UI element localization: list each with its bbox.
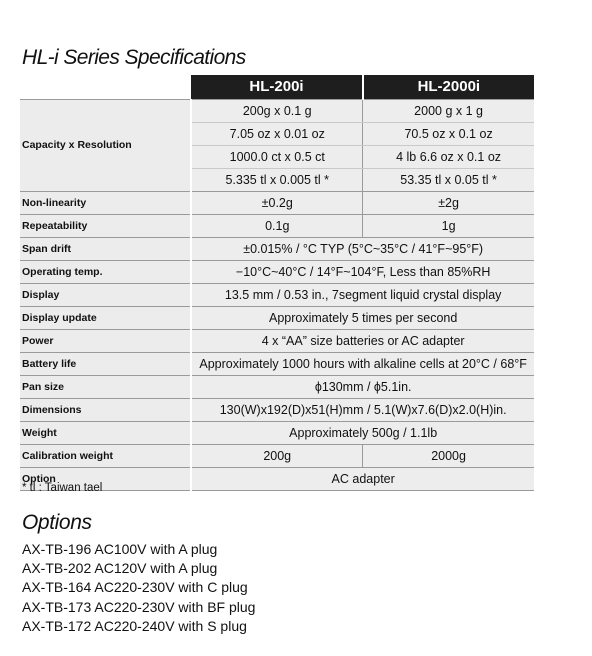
cell-value: 5.335 tl x 0.005 tl * — [191, 169, 362, 192]
table-row — [20, 353, 534, 376]
row-label-option: Option — [20, 468, 191, 491]
cell-value: 1000.0 ct x 0.5 ct — [191, 146, 362, 169]
cell-value: Approximately 500g / 1.1lb — [191, 422, 534, 445]
cell-value: 200g x 0.1 g — [191, 100, 362, 123]
list-item: AX-TB-202 AC120V with A plug — [22, 560, 218, 577]
spec-title: HL-i Series Specifications — [22, 46, 246, 69]
table-row — [20, 261, 534, 284]
row-label-capacity: Capacity x Resolution — [20, 100, 191, 192]
table-row — [20, 445, 534, 468]
list-item: AX-TB-196 AC100V with A plug — [22, 541, 218, 557]
model-header-hl2000i: HL-2000i — [363, 75, 534, 100]
table-row — [20, 330, 534, 353]
options-title: Options — [22, 511, 92, 534]
cell-value: 4 x “AA” size batteries or AC adapter — [191, 330, 534, 353]
cell-value: ±0.2g — [191, 192, 362, 215]
table-row — [20, 238, 534, 261]
table-row — [20, 422, 534, 445]
cell-value: 2000 g x 1 g — [363, 100, 534, 123]
list-item: AX-TB-172 AC220-240V with S plug — [22, 617, 247, 634]
table-row — [20, 215, 534, 238]
row-label-display: Display — [20, 284, 191, 307]
row-label-operating-temp: Operating temp. — [20, 261, 191, 284]
cell-value: ±0.015% / °C TYP (5°C~35°C / 41°F~95°F) — [191, 238, 534, 261]
cell-value: 130(W)x192(D)x51(H)mm / 5.1(W)x7.6(D)x2.0(H)in. — [191, 399, 534, 422]
table-header-row — [20, 75, 534, 100]
model-header-hl200i: HL-200i — [191, 75, 362, 100]
cell-value: Approximately 1000 hours with alkaline cells at 20°C / 68°F — [191, 353, 534, 376]
header-blank-cell — [20, 75, 191, 100]
spec-table — [20, 75, 534, 491]
cell-value: 2000g — [363, 445, 534, 468]
cell-value: ±2g — [363, 192, 534, 215]
options-list — [22, 540, 255, 636]
cell-value: 70.5 oz x 0.1 oz — [363, 123, 534, 146]
table-row — [20, 284, 534, 307]
cell-value: 7.05 oz x 0.01 oz — [191, 123, 362, 146]
table-row — [20, 307, 534, 330]
table-row — [20, 376, 534, 399]
cell-value: 53.35 tl x 0.05 tl * — [363, 169, 534, 192]
row-label-non-linearity: Non-linearity — [20, 192, 191, 215]
row-label-weight: Weight — [20, 422, 191, 445]
cell-value: 1g — [363, 215, 534, 238]
row-label-calibration-weight: Calibration weight — [20, 445, 191, 468]
row-label-display-update: Display update — [20, 307, 191, 330]
row-label-repeatability: Repeatability — [20, 215, 191, 238]
cell-value: AC adapter — [191, 468, 534, 491]
row-label-power: Power — [20, 330, 191, 353]
table-row — [20, 100, 534, 123]
cell-value: −10°C~40°C / 14°F~104°F, Less than 85%RH — [191, 261, 534, 284]
cell-value: Approximately 5 times per second — [191, 307, 534, 330]
row-label-pan-size: Pan size — [20, 376, 191, 399]
cell-value: 200g — [191, 445, 362, 468]
table-row — [20, 399, 534, 422]
list-item: AX-TB-173 AC220-230V with BF plug — [22, 598, 256, 615]
row-label-dimensions: Dimensions — [20, 399, 191, 422]
row-label-span-drift: Span drift — [20, 238, 191, 261]
cell-value: 13.5 mm / 0.53 in., 7segment liquid crystal display — [191, 284, 534, 307]
table-row — [20, 192, 534, 215]
cell-value: ϕ130mm / ϕ5.1in. — [191, 376, 534, 399]
cell-value: 0.1g — [191, 215, 362, 238]
footnote: * tl : Taiwan tael — [22, 482, 103, 494]
list-item: AX-TB-164 AC220-230V with C plug — [22, 579, 248, 596]
cell-value: 4 lb 6.6 oz x 0.1 oz — [363, 146, 534, 169]
row-label-battery-life: Battery life — [20, 353, 191, 376]
